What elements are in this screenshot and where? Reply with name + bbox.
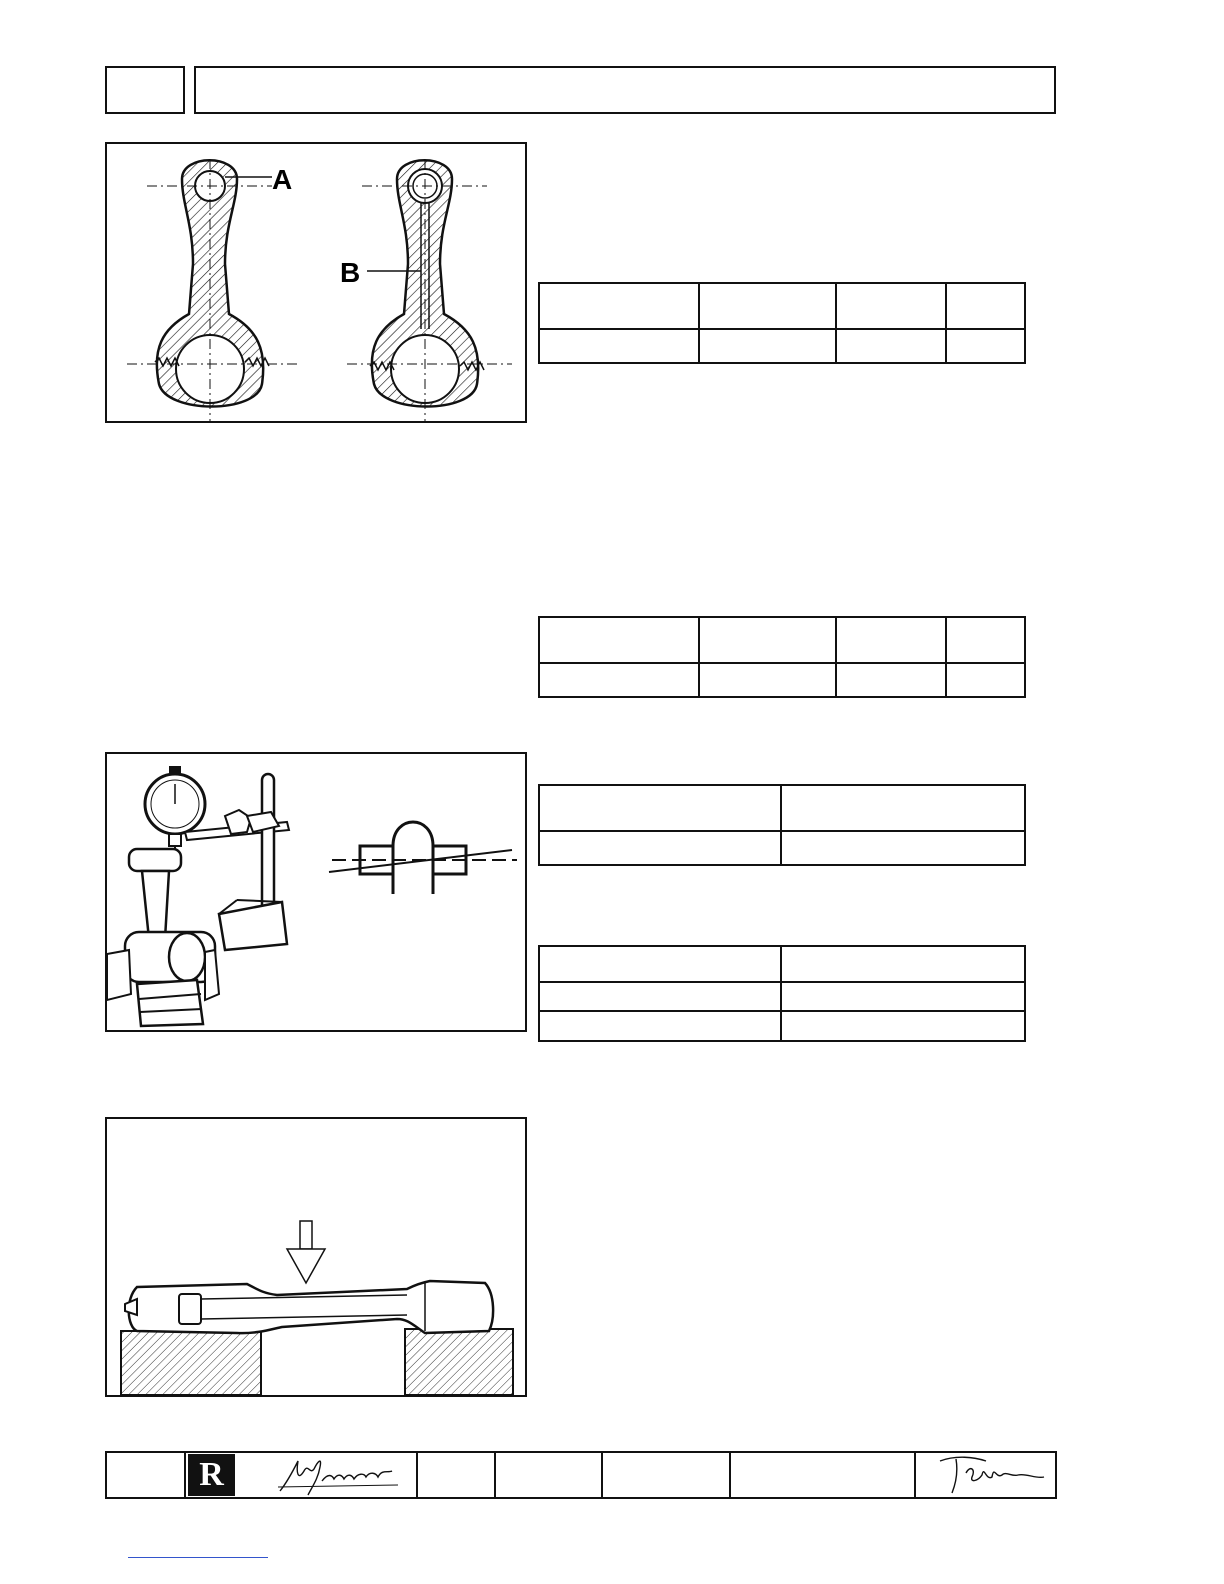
table-cell — [836, 283, 946, 329]
table-cell — [539, 982, 781, 1011]
table-cell — [781, 946, 1025, 982]
table-cell — [836, 617, 946, 663]
spec-table-3 — [538, 784, 1026, 866]
dial-gauge-drawing — [107, 754, 525, 1030]
figure-dial-gauge-check — [105, 752, 527, 1032]
footer-divider — [729, 1451, 731, 1499]
connecting-rod-section-drawing — [107, 144, 525, 421]
table-cell — [946, 329, 1025, 363]
signature-pelle — [926, 1451, 1056, 1499]
header-page-box — [105, 66, 185, 114]
table-cell — [699, 283, 836, 329]
table-cell — [539, 1011, 781, 1041]
table-cell — [946, 663, 1025, 697]
table-cell — [699, 617, 836, 663]
signature-primelli — [268, 1451, 408, 1499]
table-cell — [539, 663, 699, 697]
spec-table-4 — [538, 945, 1026, 1042]
table-cell — [946, 617, 1025, 663]
table-cell — [946, 283, 1025, 329]
footer-divider — [416, 1451, 418, 1499]
label-a: A — [272, 164, 293, 195]
company-logo: R — [199, 1456, 224, 1493]
table-cell — [836, 663, 946, 697]
table-cell — [539, 831, 781, 865]
table-cell — [539, 329, 699, 363]
spec-table-1 — [538, 282, 1026, 364]
footer-divider — [914, 1451, 916, 1499]
footer-divider — [184, 1451, 186, 1499]
table-cell — [836, 329, 946, 363]
bottom-rule — [128, 1557, 268, 1558]
table-cell — [699, 663, 836, 697]
table-cell — [539, 283, 699, 329]
spec-table-2 — [538, 616, 1026, 698]
header-title-box — [194, 66, 1056, 114]
table-cell — [539, 946, 781, 982]
table-cell — [699, 329, 836, 363]
footer-logo-box — [188, 1454, 235, 1496]
table-cell — [781, 1011, 1025, 1041]
rod-press-drawing — [107, 1119, 525, 1395]
table-cell — [781, 982, 1025, 1011]
footer-divider — [494, 1451, 496, 1499]
footer-divider — [601, 1451, 603, 1499]
figure-rod-straightening — [105, 1117, 527, 1397]
table-cell — [781, 831, 1025, 865]
table-cell — [781, 785, 1025, 831]
table-cell — [539, 617, 699, 663]
figure-connecting-rod-sections — [105, 142, 527, 423]
table-cell — [539, 785, 781, 831]
label-b: B — [340, 257, 361, 288]
